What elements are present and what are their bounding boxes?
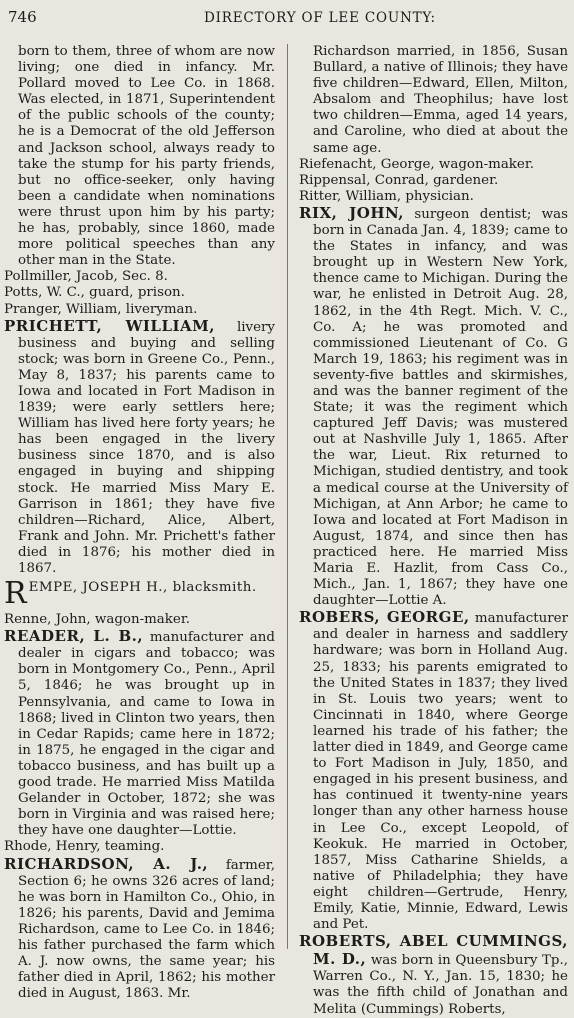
riefenacht-entry: Riefenacht, George, wagon-maker. [299, 156, 535, 172]
pollmiller-entry: Pollmiller, Jacob, Sec. 8. [4, 269, 168, 285]
rix-name: RIX, JOHN, [299, 203, 404, 222]
column-divider [287, 44, 288, 949]
roberts-name: ROBERTS, ABEL CUMMINGS, M. D., [299, 932, 568, 969]
roberts-entry [299, 933, 568, 1017]
reader-name: READER, L. B., [4, 627, 144, 646]
rempe-entry [4, 576, 275, 612]
left-column [4, 44, 275, 1018]
rempe-text: EMPE, JOSEPH H., blacksmith. [28, 580, 257, 596]
rix-text: surgeon dentist; was born in Canada Jan. 4, 1839; came to the States in infancy, and was brought up in Western New York, thence came to Michigan. During the war, he enlisted in Detroit Aug. 28, 1862, in the 4th Regt. Mich. V. C., Co. A; he was promoted and commissioned Lieutenant of Co. G March 19, 1863; his regiment was in seventy-five battles and skirmishes, and was the banner regiment of the State; it was the regiment which captured Jeff Davis; was mustered out at Nashville July 1, 1865. After the war, Lieut. Rix returned to Michigan, studied dentistry, and took a medical course at the University of Michigan, at Ann Arbor; he came to Iowa and located at Fort Madison in August, 1874, and since then has practiced here. He married Miss Maria E. Hazlit, from Cass Co., Mich., Jan. 1, 1867; they have one daughter—Lottie A. [313, 206, 568, 609]
renne-entry: Renne, John, wagon-maker. [4, 612, 191, 628]
roberts-text: was born in Queensbury Tp., Warren Co., N. Y., Jan. 15, 1830; he was the fifth child of Jonathan and Melita (Cummings) Roberts, [313, 953, 568, 1017]
prichett-name: PRICHETT, WILLIAM, [4, 316, 216, 335]
robers-name: ROBERS, GEORGE, [299, 608, 470, 627]
page-header [4, 4, 568, 34]
richardson-entry [4, 856, 275, 1003]
rippensal-entry: Rippensal, Conrad, gardener. [299, 172, 499, 188]
pranger-entry: Pranger, William, liveryman. [4, 301, 198, 317]
text-columns [4, 44, 568, 1018]
robers-text: manufacturer and dealer in harness and saddlery hardware; was born in Holland Aug. 25, 1833; his parents emigrated to the United States in 1837; they lived in St. Louis two years; went to Cincinnati in 1840, where George learned his trade of his father; the latter died in 1849, and George came to Fort Madison in July, 1850, and engaged in his present business, and has continued it twenty-nine years longer than any other harness house in Lee Co., except Leopold, of Keokuk. He married in October, 1857, Miss Catharine Shields, a native of Philadelphia; they have eight children—Gertrude, Henry, Emily, Katie, Minnie, Edward, Lewis and Pet. [313, 611, 568, 933]
prichett-text: livery business and buying and selling stock; was born in Greene Co., Penn., May 8, 1837; his parents came to Iowa and located in Fort Madison in 1839; were early settlers here; William has lived here forty years; he has been engaged in the livery business since 1870, and is also engaged in buying and shipping stock. He married Miss Mary E. Garrison in 1861; they have five children—Richard, Alice, Albert, Frank and John. Mr. Prichett's father died in 1876; his mother died in 1867. [18, 319, 275, 576]
rempe-dropcap: R [4, 576, 27, 612]
pollard-entry-continued: born to them, three of whom are now living; one died in infancy. Mr. Pollard moved to Lee Co. in 1868. Was elected, in 1871, Superintendent of the public schools of the county; he is a Democrat of the old Jefferson and Jackson school, always ready to take the stump for his party friends, but no office-seeker, only having been a candidate when nominations were thrust upon him by his party; he has, probably, since 1860, made more political speeches than any other man in the State. [18, 44, 275, 269]
prichett-entry [4, 318, 275, 578]
rix-entry [299, 205, 568, 609]
ritter-entry: Ritter, William, physician. [299, 188, 474, 204]
right-column [299, 44, 568, 1018]
reader-text: manufacturer and dealer in cigars and tobacco; was born in Montgomery Co., Penn., April 5, 1846; he was brought up in Pennsylvania, and came to Iowa in 1868; lived in Clinton two years, then in Cedar Rapids; came here in 1872; in 1875, he engaged in the cigar and tobacco business, and has built up a good trade. He married Miss Matilda Gelander in October, 1872; she was born in Virginia and was raised here; they have one daughter—Lottie. [18, 630, 275, 839]
robers-entry [299, 609, 568, 933]
reader-entry [4, 628, 275, 839]
richardson-text: farmer, Section 6; he owns 326 acres of land; he was born in Hamilton Co., Ohio, in 1826; his parents, David and Jemima Richardson, came to Lee Co. in 1846; his father purchased the farm which A. J. now owns, the same year; his father died in April, 1862; his mother died in August, 1863. Mr. [18, 857, 275, 1002]
potts-entry: Potts, W. C., guard, prison. [4, 285, 185, 301]
richardson-entry-continued: Richardson married, in 1856, Susan Bullard, a native of Illinois; they have five children—Edward, Ellen, Milton, Absalom and Theophilus; have lost two children—Emma, aged 14 years, and Caroline, who died at about the same age. [313, 44, 568, 156]
running-head: DIRECTORY OF LEE COUNTY: [204, 10, 436, 26]
page-number: 746 [8, 8, 37, 26]
richardson-name: RICHARDSON, A. J., [4, 854, 209, 873]
rhode-entry: Rhode, Henry, teaming. [4, 839, 165, 855]
